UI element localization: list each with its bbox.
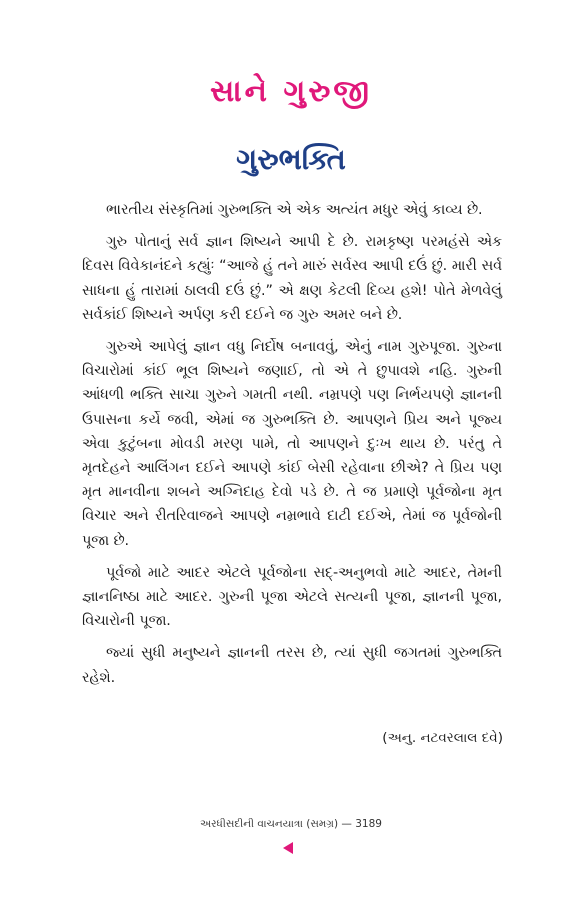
translator-credit: (અનુ. નટવરલાલ દવે) (382, 730, 503, 746)
paragraph-4: પૂર્વજો માટે આદર એટલે પૂર્વજોના સદ્-અનુભવો માટે આદર, તેમની જ્ઞાનનિષ્ઠા માટે આદર. ગુરુની પૂજા એટલે સત્યની પૂજા, જ્ઞાનની પૂજા, વિચારોની પૂજા. (82, 564, 502, 630)
paragraph-3: ગુરુએ આપેલું જ્ઞાન વધુ નિર્દોષ બનાવવું, એનું નામ ગુરુપૂજા. ગુરુના વિચારોમાં કાંઈ ભૂલ શિષ્યને જણાઈ, તો એ તે છુપાવશે નહિ. ગુરુની આંધળી ભક્તિ સાચા ગુરુને ગમતી નથી. નમ્રપણે પણ નિર્ભયપણે જ્ઞાનની ઉપાસના કર્યે જવી, એમાં જ ગુરુભક્તિ છે. આપણને પ્રિય અને પૂજ્ય એવા કુટુંબના મોવડી મરણ પામે, તો આપણને દુઃખ થાય છે. પરંતુ તે મૃતદેહને આલિંગન દઈને આપણે કાંઈ બેસી રહેવાના છીએ? તે પ્રિય પણ મૃત માનવીના શબને અગ્નિદાહ દેવો પડે છે. તે જ પ્રમાણે પૂર્વજોના મૃત વિચાર અને રીતરિવાજને આપણે નમ્રભાવે દાટી દઈએ, તેમાં જ પૂર્વજોની પૂજા છે. (82, 339, 502, 549)
paragraph-2: ગુરુ પોતાનું સર્વ જ્ઞાન શિષ્યને આપી દે છે. રામકૃષ્ણ પરમહંસે એક દિવસ વિવેકાનંદને કહ્યુંઃ “આજે હું તને મારું સર્વસ્વ આપી દઉં છું. મારી સર્વ સાધના હું તારામાં ઠાલવી દઉં છું.” એ ક્ષણ કેટલી દિવ્ય હશે! પોતે મેળવેલું સર્વકાંઈ શિષ્યને અર્પણ કરી દઈને જ ગુરુ અમર બને છે. (82, 234, 502, 323)
paragraph-1: ભારતીય સંસ્કૃતિમાં ગુરુભક્તિ એ એક અત્યંત મધુર એવું કાવ્ય છે. (106, 202, 483, 218)
author-heading: સાને ગુરુજી (210, 74, 372, 109)
article-body (82, 198, 502, 698)
paragraph-5: જ્યાં સુધી મનુષ્યને જ્ઞાનની તરસ છે, ત્યાં સુધી જગતમાં ગુરુભક્તિ રહેશે. (82, 645, 502, 686)
left-triangle-icon[interactable] (283, 842, 293, 854)
page-footer: અરધીસદીની વાચનયાત્રા (સમગ્ર) — 3189 (200, 818, 382, 830)
page-title: ગુરુભક્તિ (236, 142, 346, 176)
